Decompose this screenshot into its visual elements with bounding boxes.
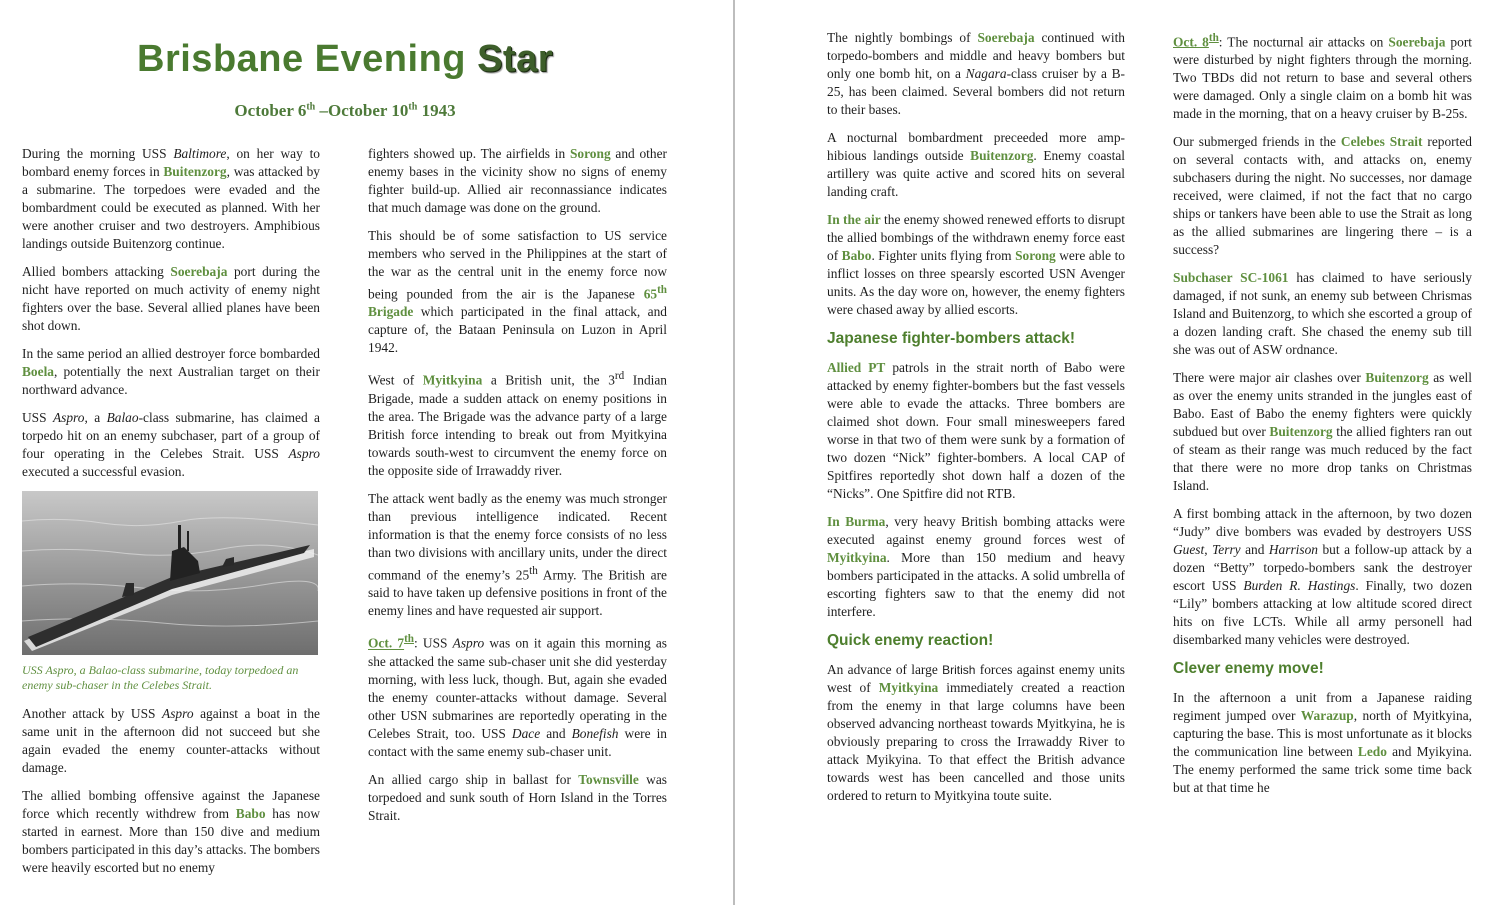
submarine-photo: [22, 491, 318, 655]
article-paragraph: Another attack by USS Aspro against a boat in the same unit in the afternoon did not succeed but she again evaded the enemy counter-attacks without damage.: [22, 706, 320, 775]
right-page: [735, 0, 1491, 905]
article-paragraph: Our submerged friends in the Celebes Strait reported on several contacts with, and attacks on, enemy subchasers during the night. No successes, nor damage received, were claimed, if not the fact that no cargo ships or tankers have been able to use the Strait as long as the allied submarines are lingering there – is a success?: [1173, 134, 1472, 258]
left-page: [0, 0, 733, 905]
article-paragraph: West of Myitkyina a British unit, the 3rd Indian Brigade, made a sudden attack on enemy positions in the area. The Brigade was the advance party of a large British force intending to break out from Myitkyina towards south-west to circumvent the enemy force on the opposite side of Irrawaddy river.: [368, 370, 668, 478]
article-paragraph: Oct. 8th: The nocturnal air attacks on Soerebaja port were disturbed by night fighters through the morning. Two TBDs did not return to base and several others were damaged. Only a single claim on a bomb hit was made in the morning, that on a heavy cruiser by B-25s.: [1173, 32, 1472, 122]
masthead-title-star: Star: [477, 38, 553, 80]
dateline-separator: –: [315, 101, 328, 120]
dateline-start-sup: th: [306, 101, 316, 113]
article-paragraph: A first bombing attack in the afternoon, by two dozen “Judy” dive bombers was evaded by destroyers USS Guest, Terry and Harrison but a follow-up attack by a dozen “Betty” torpedo-bombers sank the destroyer escort USS Burden R. Hastings. Finally, two dozen “Lily” bombers attacking at low altitude scored direct hits on five LCTs. While all army personell had disembarked many vehicles were destroyed.: [1173, 506, 1473, 648]
article-paragraph: In the air the enemy showed renewed efforts to disrupt the allied bombings of the withdrawn enemy force east of Babo. Fighter units flying from Sorong were able to inflict losses on three spearsly escorted USN Avenger units. As the day wore on, however, the enemy fighters were chased away by allied escorts.: [827, 212, 1125, 317]
photo-caption: USS Aspro, a Balao-class submarine, today torpedoed an enemy sub-chaser in the Celebes Strait.: [22, 663, 299, 692]
dateline-year: 1943: [417, 101, 456, 120]
section-heading: Japanese fighter-bombers attack!: [827, 330, 1076, 347]
article-paragraph: USS Aspro, a Balao-class submarine, has claimed a torpedo hit on an enemy subchaser, part of a group of four operating in the Celebes Strait. USS Aspro executed a successful evasion.: [22, 410, 320, 479]
column-3: [827, 29, 1125, 815]
article-paragraph: This should be of some satisfaction to US service members who served in the Philippines at the start of the war as the central unit in the enemy force now being pounded from the air is the Japanese 65th Brigade which participated in the final attack, and capture of, the Bataan Peninsula on Luzon in April 1942.: [368, 228, 667, 356]
article-paragraph: Subchaser SC-1061 has claimed to have seriously damaged, if not sunk, an enemy sub between Chrismas Island and Buitenzorg, to which she escorted a group of a dozen landing craft. She chased the enemy sub till she was out of ASW ordnance.: [1173, 270, 1473, 358]
article-paragraph: There were major air clashes over Buitenzorg as well as over the enemy units stranded in the jungles east of Babo. East of Babo the enemy fighters were quickly subdued but over Buitenzorg the allied fighters ran out of steam as their range was much reduced by the fact that there were no more drop tanks on Christmas Island.: [1173, 370, 1472, 494]
article-paragraph: In the same period an allied destroyer force bombarded Boela, potentially the next Australian target on their northward advance.: [22, 346, 320, 397]
column-1: [22, 145, 320, 887]
masthead-title: [0, 38, 690, 81]
dateline-start: October 6: [234, 101, 307, 120]
article-paragraph: fighters showed up. The airfields in Sorong and other enemy bases in the vicinity show no signs of enemy fighter build-up. Allied air reconnassiance indicates that much damage was done on the ground.: [368, 146, 667, 215]
article-paragraph: Allied bombers attacking Soerebaja port during the nicht have reported on much activity of enemy night fighters over the base. Several allied planes have been shot down.: [22, 264, 320, 333]
column-2: [368, 145, 667, 835]
article-paragraph: The nightly bombings of Soerebaja continued with torpedo-bombers and middle and heavy bombers but only one bomb hit, on a Nagara-class cruiser by a B-25, has been claimed. Several bombers did not return to their bases.: [827, 30, 1126, 117]
dateline: [0, 101, 690, 121]
article-paragraph: In the afternoon a unit from a Japanese raiding regiment jumped over Warazup, north of Myitkyina, capturing the base. This is most unfortunate as it blocks the communication line between Ledo and Myikyina. The enemy performed the same trick some time back but at that time he: [1173, 690, 1472, 796]
dateline-end-sup: th: [408, 101, 418, 113]
section-heading: Clever enemy move!: [1173, 660, 1324, 678]
article-paragraph: An allied cargo ship in ballast for Townsville was torpedoed and sunk south of Horn Island in the Torres Strait.: [368, 771, 667, 823]
article-paragraph: The allied bombing offensive against the Japanese force which recently withdrew from Babo has now started in earnest. More than 150 dive and medium bombers participated in this day’s attacks. The bombers were heavily escorted but no enemy: [22, 788, 320, 875]
article-paragraph: The attack went badly as the enemy was much stronger than previous intelligence indicated. Recent information is that the enemy force consists of no less than two divisions with ancillary units, under the direct command of the enemy’s 25th Army. The British are said to have taken up defensive positions in front of the enemy lines and have requested air support.: [368, 490, 667, 619]
article-paragraph: An advance of large British forces against enemy units west of Myitkyina immediately created a reaction from the enemy in that large columns have been observed advancing northeast towards Myitkyina, he is obviously preparing to cross the Irrawaddy River to attack Myikyina. To that effect the British advance towards west has been cancelled and those units ordered to return to Myitkyina toute suite.: [827, 662, 1125, 803]
article-paragraph: Oct. 7th: USS Aspro was on it again this morning as she attacked the same sub-chaser unit she did yesterday morning, with less luck, though. But, again she evaded the enemy counter-attacks without damage. Several other USN submarines are reportedly operating in the Celebes Strait, too. USS Dace and Bonefish were in contact with the same enemy sub-chaser unit.: [368, 633, 668, 759]
article-paragraph: A nocturnal bombardment preceeded more amp-hibious landings outside Buitenzorg. Enemy coastal artillery was quite active and scored hits on several landing craft.: [827, 130, 1125, 199]
masthead-title-main: Brisbane Evening: [137, 38, 478, 80]
dateline-end: October 10: [328, 101, 409, 120]
article-paragraph: In Burma, very heavy British bombing attacks were executed against enemy ground forces west of Myitkyina. More than 150 medium and heavy bombers participated in the attacks. A solid umbrella of escorting fighters saw to that the enemy did not interfere.: [827, 514, 1125, 619]
article-paragraph: Allied PT patrols in the strait north of Babo were attacked by enemy fighter-bombers but the fast vessels were able to evade the attacks. Three bombers are claimed shot down. Four small minesweepers fared worse in that two of them were sunk by a formation of two dozen “Nick” fighter-bombers. A local CAP of Spitfires reportedly shot down half a dozen of the “Nicks”. One Spitfire did not RTB.: [827, 360, 1126, 501]
column-4: [1173, 29, 1472, 807]
article-paragraph: During the morning USS Baltimore, on her way to bombard enemy forces in Buitenzorg, was attacked by a submarine. The torpedoes were evaded and the bombardment could be executed as planned. With her were another cruiser and two destroyers. Amphibious landings outside Buitenzorg continue.: [22, 146, 320, 251]
section-heading: Quick enemy reaction!: [827, 632, 994, 649]
